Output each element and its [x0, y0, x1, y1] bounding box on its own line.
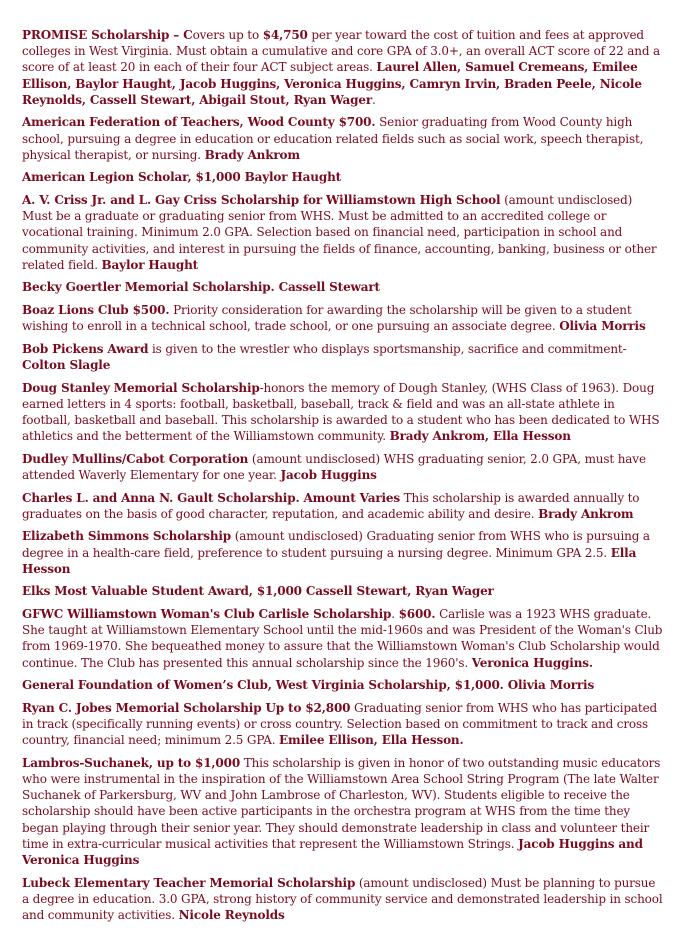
scholarship-description: (amount undisclosed) Must be planning to pursue a degree in education. 3.0 GPA, strong history of community service and demonstrated leadership in school and community activities.: [22, 875, 663, 922]
scholarship-recipients: Jacob Huggins: [280, 468, 377, 482]
scholarship-recipients: Laurel Allen, Samuel Cremeans, Emilee Ellison, Baylor Haught, Jacob Huggins, Veronica Huggins, Camryn Irvin, Braden Peele, Nicole Reynolds, Cassell Stewart, Abigail Stout, Ryan Wager: [22, 60, 642, 107]
scholarship-entry-lambros-suchanek: [22, 755, 664, 868]
scholarship-recipients: Nicole Reynolds: [178, 908, 285, 922]
scholarship-title: A. V. Criss Jr. and L. Gay Criss Scholarship for Williamstown High School: [22, 193, 501, 207]
scholarship-recipients: Ella Hesson: [22, 545, 637, 576]
scholarship-title: Dudley Mullins/Cabot Corporation: [22, 451, 249, 466]
scholarship-list: [22, 27, 664, 930]
scholarship-title: Lubeck Elementary Teacher Memorial Scholarship: [22, 875, 356, 890]
scholarship-entry-criss: [22, 192, 664, 273]
scholarship-title: Becky Goertler Memorial Scholarship. Cassell Stewart: [22, 280, 380, 295]
scholarship-recipients: Emilee Ellison, Ella Hesson.: [279, 733, 464, 748]
scholarship-title: GFWC Williamstown Woman's Club Carlisle Scholarship: [22, 606, 392, 621]
scholarship-title: Elizabeth Simmons Scholarship: [22, 529, 232, 544]
scholarship-entry-doug-stanley: [22, 380, 664, 445]
scholarship-entry-gfwc-wv: [22, 677, 664, 693]
scholarship-recipients: Brady Ankrom: [204, 147, 300, 162]
scholarship-description: per year toward the cost of tuition and fees at approved colleges in West Virginia. Must obtain a cumulative and core GPA of 3.0+, an overall ACT score of 22 and a score of at least 20 in each of their four ACT subject areas.: [22, 28, 661, 75]
scholarship-title: Bob Pickens Award: [22, 341, 149, 356]
scholarship-amount: $4,750: [262, 28, 308, 42]
scholarship-description: Priority consideration for awarding the scholarship will be given to a student wishing to enroll in a technical school, trade school, or one pursuing an associate degree.: [22, 303, 632, 334]
scholarship-title: PROMISE Scholarship – C: [22, 28, 193, 42]
scholarship-title: Ryan C. Jobes Memorial Scholarship Up to $2,800: [22, 700, 351, 715]
scholarship-description: -honors the memory of Dough Stanley, (WHS Class of 1963). Doug earned letters in 4 sports: football, basketball, baseball, track & field and was an all-state athlete in football, basketball and baseball. This scholarship is awarded to a student who has been dedicated to WHS athletics and the betterment of the Williamstown community.: [22, 380, 660, 444]
scholarship-title: American Legion Scholar, $1,000 Baylor Haught: [22, 170, 342, 185]
scholarship-entry-aft-wood-county: [22, 114, 664, 163]
scholarship-title: Elks Most Valuable Student Award, $1,000 Cassell Stewart, Ryan Wager: [22, 584, 494, 599]
scholarship-recipients: Olivia Morris: [559, 319, 646, 334]
scholarship-description: Senior graduating from Wood County high school, pursuing a degree in education or education related fields such as social work, speech therapist, physical therapist, or nursing.: [22, 115, 644, 162]
scholarship-entry-bob-pickens: [22, 341, 664, 373]
scholarship-description: (amount undisclosed) WHS graduating senior, 2.0 GPA, must have attended Waverly Elementary for one year.: [22, 451, 646, 482]
scholarship-recipients: Brady Ankrom: [538, 506, 634, 521]
scholarship-entry-boaz-lions: [22, 302, 664, 334]
scholarship-entry-elizabeth-simmons: [22, 528, 664, 577]
scholarship-description: (amount undisclosed) Graduating senior from WHS who is pursuing a degree in a health-care field, preference to student pursuing a nursing degree. Minimum GPA 2.5.: [22, 529, 650, 560]
scholarship-entry-promise: [22, 27, 664, 108]
scholarship-recipients: Brady Ankrom, Ella Hesson: [389, 429, 571, 444]
scholarship-description: overs up to: [192, 28, 263, 42]
scholarship-entry-ryan-jobes: [22, 700, 664, 749]
scholarship-description: Carlisle was a 1923 WHS graduate. She taught at Williamstown Elementary School until the mid-1960s and was President of the Woman's Club from 1969-1970. She bequeathed money to assure that the Williamstown Woman's Club Scholarship would continue. The Club has presented this annual scholarship since the 1960's.: [22, 606, 663, 670]
scholarship-title: American Federation of Teachers, Wood County $700.: [22, 115, 376, 130]
scholarship-entry-elks: [22, 583, 664, 599]
scholarship-amount: $600.: [398, 606, 436, 621]
scholarship-entry-american-legion: [22, 169, 664, 185]
scholarship-recipients: Veronica Huggins.: [471, 655, 593, 670]
scholarship-title: Boaz Lions Club $500.: [22, 303, 170, 317]
scholarship-title: Charles L. and Anna N. Gault Scholarship. Amount Varies: [22, 490, 400, 505]
scholarship-recipients: Baylor Haught: [101, 257, 199, 272]
scholarship-title: Doug Stanley Memorial Scholarship: [22, 380, 260, 395]
scholarship-title: Lambros-Suchanek, up to $1,000: [22, 755, 241, 770]
scholarship-description: is given to the wrestler who displays sportsmanship, sacrifice and commitment-: [148, 341, 627, 356]
scholarship-description: Graduating senior from WHS who has participated in track (specifically running events) or cross country. Selection based on commitment to track and cross country, financial need; minimum 2.5 GPA.: [22, 700, 658, 748]
scholarship-entry-becky-goertler: [22, 279, 664, 295]
scholarship-title: General Foundation of Women’s Club, West Virginia Scholarship, $1,000. Olivia Morris: [22, 678, 595, 693]
scholarship-description: This scholarship is awarded annually to graduates on the basis of good character, reputation, and academic ability and desire.: [22, 490, 640, 521]
scholarship-recipients: Jacob Huggins and Veronica Huggins: [22, 836, 643, 867]
scholarship-entry-lubeck-elementary: [22, 875, 664, 924]
scholarship-entry-dudley-mullins: [22, 451, 664, 483]
scholarship-recipients: Colton Slagle: [22, 358, 111, 372]
scholarship-description: This scholarship is given in honor of two outstanding music educators who were instrumental in the inspiration of the Williamstown Area School String Program (The late Walter Suchanek of Parkersburg, WV and John Lambrose of Charleston, WV). Students eligible to receive the scholarship should have been active participants in the orchestra program at WHS from the time they began playing through their senior year. They should demonstrate leadership in class and volunteer their time in extra-curricular musical activities that represent the Williamstown Strings.: [22, 755, 661, 851]
scholarship-tail: .: [372, 92, 376, 107]
scholarship-entry-gault: [22, 490, 664, 522]
scholarship-entry-gfwc-carlisle: [22, 606, 664, 671]
scholarship-description: (amount undisclosed) Must be a graduate or graduating senior from WHS. Must be admitted to an accredited college or vocational training. Minimum 2.0 GPA. Selection based on financial need, participation in school and community activities, and interest in pursuing the fields of finance, accounting, banking, business or other related field.: [22, 193, 657, 272]
scholarship-description: .: [391, 606, 399, 621]
